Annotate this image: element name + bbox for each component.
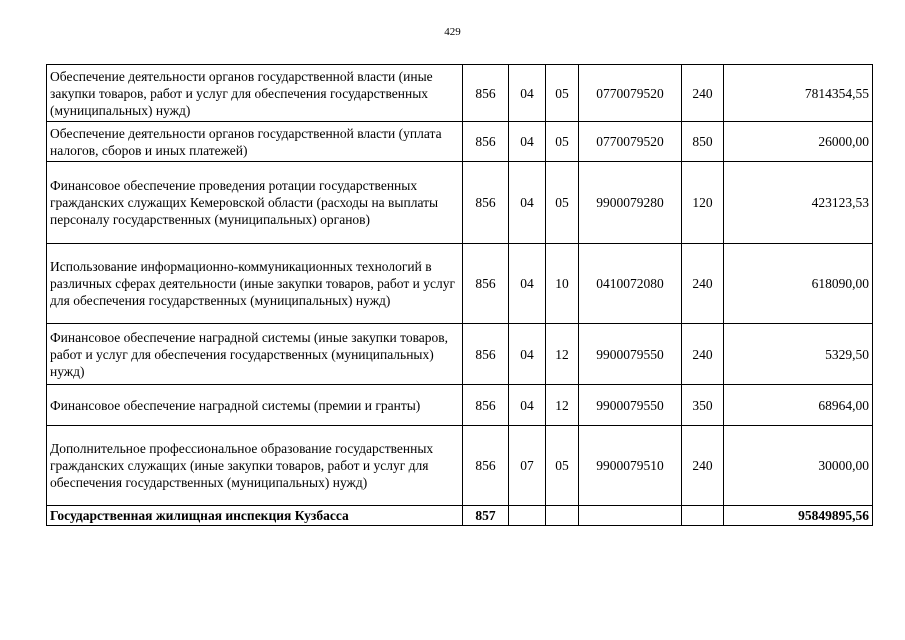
budget-table <box>46 64 873 526</box>
target-article-code: 9900079280 <box>579 162 682 244</box>
amount: 26000,00 <box>724 122 873 162</box>
total-name: Государственная жилищная инспекция Кузбасса <box>47 506 463 526</box>
expense-name: Обеспечение деятельности органов государственной власти (уплата налогов, сборов и иных платежей) <box>47 122 463 162</box>
subsection-code: 05 <box>546 65 579 122</box>
section-code: 04 <box>509 244 546 324</box>
expense-type-code: 240 <box>682 426 724 506</box>
expense-type-code: 350 <box>682 385 724 426</box>
amount: 423123,53 <box>724 162 873 244</box>
expense-name: Дополнительное профессиональное образование государственных гражданских служащих (иные закупки товаров, работ и услуг для обеспечения государственных (муниципальных) нужд) <box>47 426 463 506</box>
subsection-code: 10 <box>546 244 579 324</box>
subsection-code: 05 <box>546 426 579 506</box>
subsection-code: 05 <box>546 162 579 244</box>
expense-type-code: 240 <box>682 244 724 324</box>
expense-name: Финансовое обеспечение наградной системы (премии и гранты) <box>47 385 463 426</box>
amount: 30000,00 <box>724 426 873 506</box>
ministry-code: 856 <box>463 426 509 506</box>
total-amount: 95849895,56 <box>724 506 873 526</box>
amount: 68964,00 <box>724 385 873 426</box>
target-article-code: 9900079550 <box>579 385 682 426</box>
section-code: 04 <box>509 324 546 385</box>
expense-type-code: 120 <box>682 162 724 244</box>
total-ministry-code: 857 <box>463 506 509 526</box>
expense-type-code: 240 <box>682 65 724 122</box>
ministry-code: 856 <box>463 324 509 385</box>
expense-name: Финансовое обеспечение проведения ротации государственных гражданских служащих Кемеровской области (расходы на выплаты персоналу государственных (муниципальных) органов) <box>47 162 463 244</box>
expense-name: Финансовое обеспечение наградной системы (иные закупки товаров, работ и услуг для обеспечения государственных (муниципальных) нужд) <box>47 324 463 385</box>
expense-type-code: 850 <box>682 122 724 162</box>
target-article-code: 9900079550 <box>579 324 682 385</box>
expense-name: Использование информационно-коммуникационных технологий в различных сферах деятельности (иные закупки товаров, работ и услуг для обеспечения государственных (муниципальных) нужд) <box>47 244 463 324</box>
table-row <box>47 244 873 324</box>
target-article-code: 0410072080 <box>579 244 682 324</box>
subsection-code: 05 <box>546 122 579 162</box>
subsection-code: 12 <box>546 324 579 385</box>
amount: 618090,00 <box>724 244 873 324</box>
empty-cell <box>546 506 579 526</box>
table-row <box>47 324 873 385</box>
empty-cell <box>682 506 724 526</box>
page-number: 429 <box>444 26 461 38</box>
expense-type-code: 240 <box>682 324 724 385</box>
ministry-code: 856 <box>463 65 509 122</box>
table-row <box>47 162 873 244</box>
section-code: 04 <box>509 162 546 244</box>
section-code: 07 <box>509 426 546 506</box>
ministry-code: 856 <box>463 244 509 324</box>
ministry-code: 856 <box>463 385 509 426</box>
section-code: 04 <box>509 65 546 122</box>
ministry-code: 856 <box>463 162 509 244</box>
section-code: 04 <box>509 385 546 426</box>
empty-cell <box>579 506 682 526</box>
table-row <box>47 122 873 162</box>
empty-cell <box>509 506 546 526</box>
amount: 7814354,55 <box>724 65 873 122</box>
target-article-code: 9900079510 <box>579 426 682 506</box>
table-row <box>47 65 873 122</box>
section-code: 04 <box>509 122 546 162</box>
expense-name: Обеспечение деятельности органов государственной власти (иные закупки товаров, работ и услуг для обеспечения государственных (муниципальных) нужд) <box>47 65 463 122</box>
target-article-code: 0770079520 <box>579 122 682 162</box>
amount: 5329,50 <box>724 324 873 385</box>
subsection-code: 12 <box>546 385 579 426</box>
table-row <box>47 385 873 426</box>
total-row <box>47 506 873 526</box>
ministry-code: 856 <box>463 122 509 162</box>
target-article-code: 0770079520 <box>579 65 682 122</box>
table-row <box>47 426 873 506</box>
